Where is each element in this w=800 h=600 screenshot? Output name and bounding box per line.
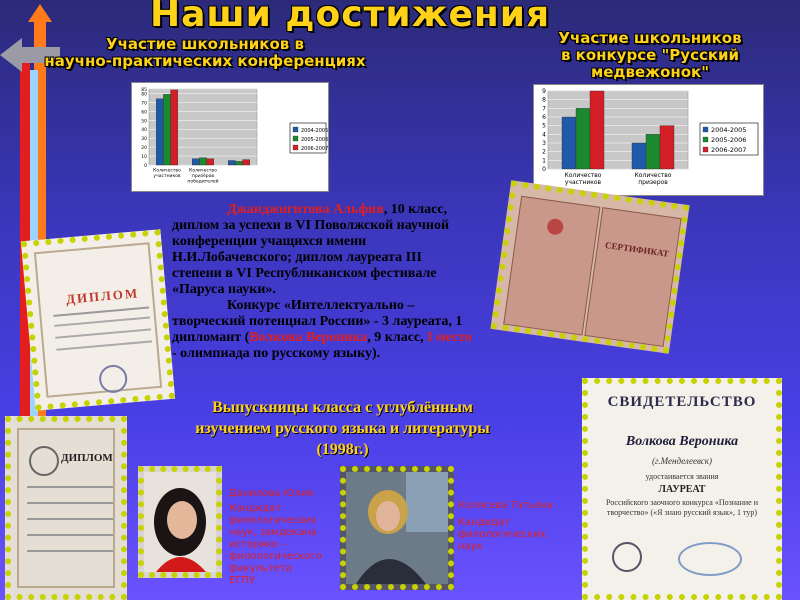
stamp-icon [612, 542, 642, 572]
left-subtitle [20, 36, 390, 70]
bear-contest-chart-svg [534, 85, 763, 195]
y-tick-label: 30 [141, 137, 147, 143]
certificate-awarded: удостаивается звания [645, 472, 719, 481]
y-tick-label: 60 [141, 110, 147, 116]
bar [228, 161, 235, 165]
x-tick-label: Количество [564, 172, 602, 179]
y-tick-label: 3 [542, 140, 546, 147]
text2-part1: Конкурс «Интеллектуально – творческий потенциал России» - 3 лауреата, 1 дипломант ( [172, 298, 463, 345]
bar [646, 134, 660, 169]
y-tick-label: 6 [542, 114, 546, 121]
photo-kolyaseva [340, 466, 454, 590]
legend-swatch [293, 136, 298, 141]
text1-rest: , 10 класс, диплом за успехи в VI Поволжской научной конференции учащихся имени Н.И.Лобачевского; диплом лауреата III степени в VI Республиканском фестивале «Паруса науки». [172, 202, 450, 297]
text2-part2: , 9 класс, [367, 330, 428, 345]
bar [632, 143, 646, 169]
certificates-image-right [490, 180, 689, 354]
x-tick-label: призеров [638, 179, 668, 186]
right-subtitle-line2: в конкурсе "Русский медвежонок" [560, 46, 740, 81]
photo-danilova [138, 466, 222, 578]
legend-label: 2004-2005 [711, 126, 747, 134]
y-tick-label: 4 [542, 131, 546, 139]
y-tick-label: 10 [141, 155, 147, 161]
portrait-woman-1 [144, 472, 216, 572]
legend-label: 2005-2006 [301, 137, 328, 143]
y-tick-label: 20 [141, 146, 147, 152]
legend-swatch [703, 147, 708, 152]
certificate-heading: СВИДЕТЕЛЬСТВО [607, 394, 757, 410]
x-tick-label: участников [153, 174, 181, 179]
y-tick-label: 40 [141, 128, 147, 134]
person1-caption [229, 488, 321, 587]
x-tick-label: Количество [153, 168, 181, 174]
bar [243, 160, 250, 165]
left-subtitle-line1: Участие школьников в [106, 35, 304, 53]
student-name-veronika: Волкова Вероника [249, 330, 368, 345]
cert-word: СЕРТИФИКАТ [604, 239, 670, 259]
x-tick-label: призёров [191, 174, 215, 179]
bar [207, 159, 214, 165]
page-title: Наши достижения [150, 0, 551, 35]
bar [192, 159, 199, 165]
certificate-city: (г.Менделеевск) [651, 456, 713, 466]
legend-swatch [703, 127, 708, 132]
certificate-title: ЛАУРЕАТ [658, 484, 706, 495]
person1-desc: Кандидат филологических наук, замдекана историко – филологического факультета ЕГПУ [229, 503, 322, 586]
person1-name: Данилова Юлия [229, 488, 314, 499]
right-subtitle [500, 30, 800, 81]
bar [235, 161, 242, 165]
bar [156, 99, 163, 165]
bar [590, 91, 604, 169]
y-tick-label: 7 [542, 105, 546, 113]
graduates-title: Выпускницы класса с углублённым изучением русского языка и литературы (1998г.) [195, 399, 490, 458]
portrait-woman-2 [346, 472, 448, 584]
bar [660, 126, 674, 169]
achievement-text-1 [172, 202, 472, 298]
legend-label: 2006-2007 [301, 146, 328, 152]
y-tick-label: 85 [141, 88, 147, 93]
y-tick-label: 50 [141, 119, 147, 125]
y-tick-label: 1 [542, 157, 546, 165]
y-tick-label: 0 [144, 164, 147, 169]
right-subtitle-line1: Участие школьников [558, 29, 742, 47]
y-tick-label: 70 [141, 101, 147, 107]
student-name-alfiya: Джанджигитова Альфия [227, 202, 384, 217]
diploma-image-bottom-left [5, 416, 127, 600]
bar [163, 94, 170, 165]
certificate-image [582, 378, 782, 600]
x-tick-label: Количество [634, 172, 672, 179]
bar [562, 117, 576, 169]
bar [171, 90, 178, 165]
legend-label: 2006-2007 [711, 146, 747, 154]
conference-chart [131, 82, 329, 192]
legend-label: 2004-2005 [301, 128, 328, 134]
bar [576, 108, 590, 169]
legend-swatch [293, 145, 298, 150]
place-text: I место [427, 330, 472, 345]
legend-swatch [293, 127, 298, 132]
seal-stamp-icon [678, 542, 742, 576]
y-tick-label: 80 [141, 92, 147, 98]
text2-part3: - олимпиада по русскому языку). [172, 346, 381, 361]
person2-desc: Кандидат филологических наук [458, 517, 546, 552]
legend-swatch [703, 137, 708, 142]
legend-label: 2005-2006 [711, 136, 747, 144]
bear-contest-chart [533, 84, 764, 196]
x-tick-label: участников [564, 179, 602, 186]
person2-name: Колясева Татьяна [458, 500, 554, 511]
bar [199, 158, 206, 165]
diploma-word-left: ДИПЛОМ [65, 285, 140, 307]
y-tick-label: 0 [542, 166, 546, 173]
y-tick-label: 8 [542, 96, 546, 104]
diploma-word-bottom: ДИПЛОМ [61, 452, 113, 464]
certificate-name: Волкова Вероника [625, 434, 739, 449]
y-tick-label: 9 [542, 88, 546, 95]
y-tick-label: 5 [542, 122, 546, 130]
diploma-image-left [21, 229, 175, 411]
emblem-icon-bottom [29, 446, 59, 476]
y-tick-label: 2 [542, 148, 546, 156]
conference-chart-svg [132, 83, 328, 191]
certificate-contest: Российского заочного конкурса «Познание и творчество» («Я знаю русский язык», 1 тур) [605, 498, 758, 517]
x-tick-label: победителей [187, 179, 219, 185]
x-tick-label: Количество [189, 168, 217, 174]
left-subtitle-line2: научно-практических конференциях [44, 52, 366, 70]
person2-caption [458, 500, 568, 553]
achievement-text-2 [172, 298, 472, 362]
